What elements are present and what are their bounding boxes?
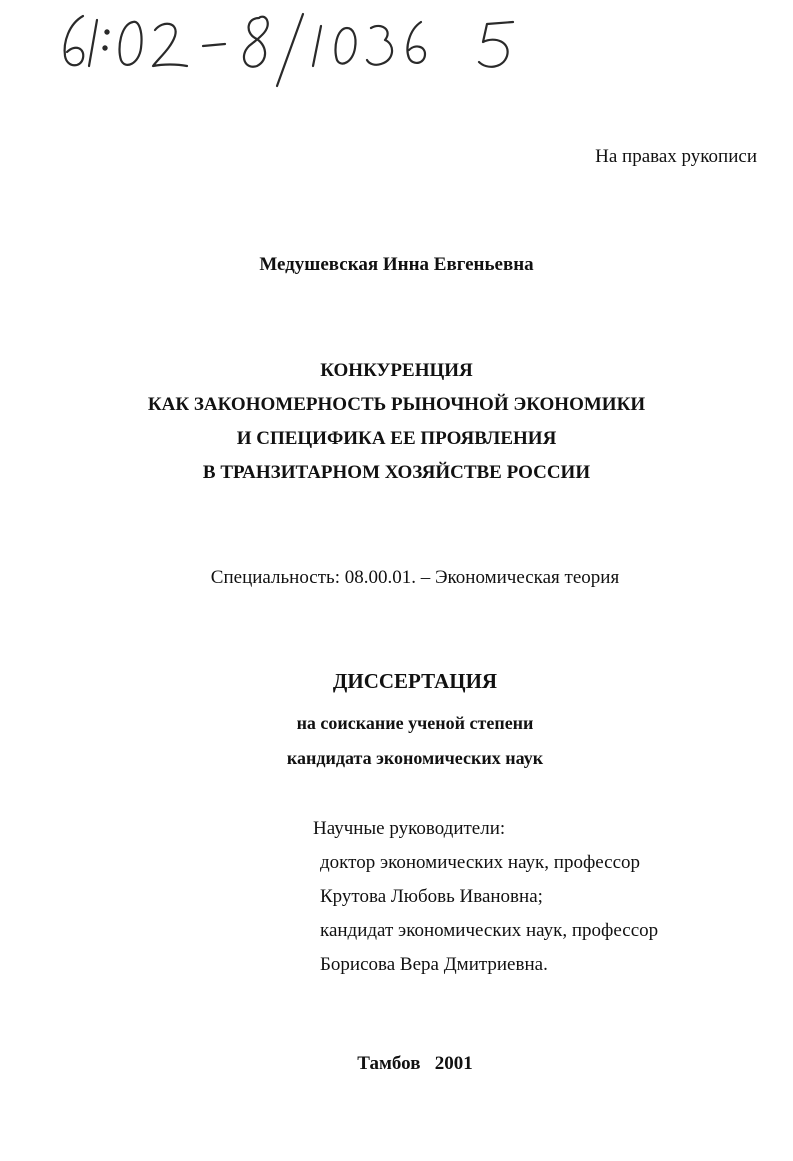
city-year: Тамбов 2001 [357,1053,473,1074]
author-name: Медушевская Инна Евгеньевна [259,254,534,275]
supervisors-block [313,812,658,982]
degree-purpose-line: на соискание ученой степени [296,713,534,733]
degree-purpose [0,706,793,776]
supervisor-line: Борисова Вера Дмитриевна. [320,954,548,975]
supervisor-line: кандидат экономических наук, профессор [320,920,659,941]
handwritten-archive-number [55,8,545,103]
specialty-line: Специальность: 08.00.01. – Экономическая теория [210,567,620,588]
title-line: И СПЕЦИФИКА ЕЕ ПРОЯВЛЕНИЯ [236,428,557,449]
title-line: КАК ЗАКОНОМЕРНОСТЬ РЫНОЧНОЙ ЭКОНОМИКИ [147,394,646,415]
supervisor-line: доктор экономических наук, профессор [320,852,641,873]
title-line: КОНКУРЕНЦИЯ [320,360,473,381]
supervisor-line: Крутова Любовь Ивановна; [320,886,543,907]
document-type-heading: ДИССЕРТАЦИЯ [332,669,498,693]
supervisors-heading: Научные руководители: [313,818,506,839]
degree-purpose-line: кандидата экономических наук [286,748,544,768]
manuscript-rights-notice: На правах рукописи [595,146,757,167]
handwritten-number-drawing [55,8,545,103]
dissertation-title [0,354,793,490]
title-line: В ТРАНЗИТАРНОМ ХОЗЯЙСТВЕ РОССИИ [202,462,591,483]
